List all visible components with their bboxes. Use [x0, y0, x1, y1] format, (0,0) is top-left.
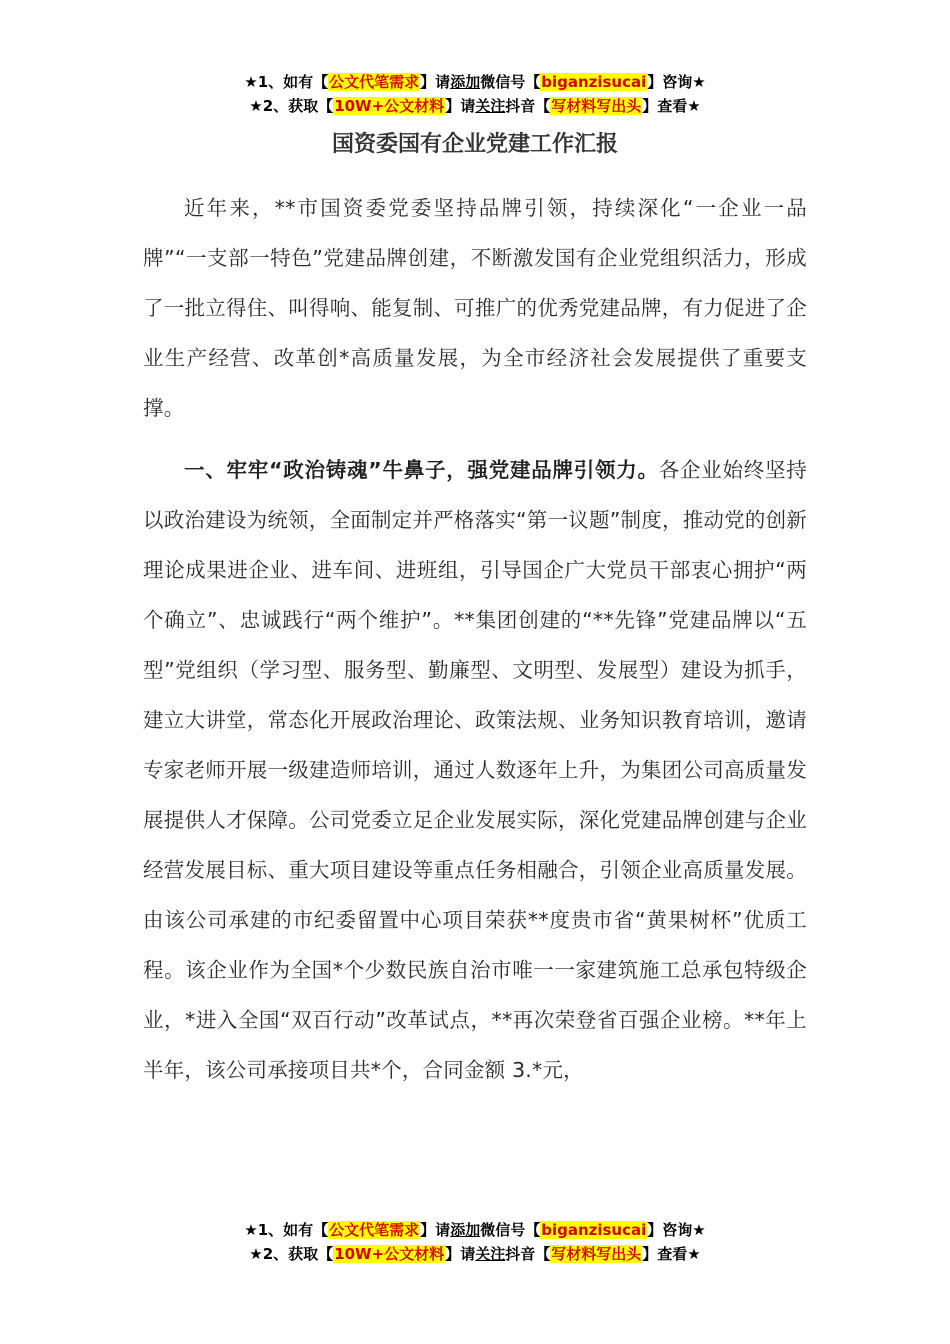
header-ad-banner [0, 70, 950, 118]
ad-highlight-service: 公文代笔需求 [329, 73, 420, 91]
ad-text: ★1、如有【 [244, 1221, 329, 1239]
ad-text: ★2、获取【 [249, 1245, 334, 1263]
ad-line-2 [0, 1242, 950, 1266]
section-heading: 一、牢牢“政治铸魂”牛鼻子，强党建品牌引领力。 [184, 458, 659, 482]
section-body: 各企业始终坚持以政治建设为统领，全面制定并严格落实“第一议题”制度，推动党的创新理论成果进企业、进车间、进班组，引导国企广大党员干部衷心拥护“两个确立”、忠诚践行“两个维护”。**集团创建的“**先锋”党建品牌以“五型”党组织（学习型、服务型、勤廉型、文明型、发展型）建设为抓手，建立大讲堂，常态化开展政治理论、政策法规、业务知识教育培训，邀请专家老师开展一级建造师培训，通过人数逐年上升，为集团公司高质量发展提供人才保障。公司党委立足企业发展实际，深化党建品牌创建与企业经营发展目标、重大项目建设等重点任务相融合，引领企业高质量发展。由该公司承建的市纪委留置中心项目荣获**度贵市省“黄果树杯”优质工程。该企业作为全国*个少数民族自治市唯一一家建筑施工总承包特级企业，*进入全国“双百行动”改革试点，**再次荣登省百强企业榜。**年上半年，该公司承接项目共*个，合同金额 3.*元， [143, 458, 808, 1082]
ad-highlight-materials: 10W+公文材料 [334, 97, 445, 115]
ad-line-1 [0, 1218, 950, 1242]
ad-text: 】查看★ [642, 1245, 701, 1263]
ad-underline-add: 添加 [450, 73, 481, 91]
ad-text: 】请 [445, 97, 476, 115]
ad-highlight-service: 公文代笔需求 [329, 1221, 420, 1239]
document-body [143, 183, 807, 1095]
paragraph-intro: 近年来，**市国资委党委坚持品牌引领，持续深化“一企业一品牌”“一支部一特色”党建品牌创建，不断激发国有企业党组织活力，形成了一批立得住、叫得响、能复制、可推广的优秀党建品牌，有力促进了企业生产经营、改革创*高质量发展，为全市经济社会发展提供了重要支撑。 [143, 196, 807, 420]
ad-highlight-wechat-id: biganzisucai [541, 73, 647, 91]
footer-ad-banner [0, 1218, 950, 1266]
ad-line-1 [0, 70, 950, 94]
paragraph-section-1 [143, 445, 807, 1095]
ad-text: ★2、获取【 [249, 97, 334, 115]
ad-underline-follow: 关注 [475, 1245, 506, 1263]
ad-text: 微信号【 [480, 1221, 541, 1239]
ad-highlight-materials: 10W+公文材料 [334, 1245, 445, 1263]
ad-highlight-douyin-id: 写材料写出头 [551, 97, 642, 115]
ad-underline-add: 添加 [450, 1221, 481, 1239]
ad-line-2 [0, 94, 950, 118]
ad-highlight-douyin-id: 写材料写出头 [551, 1245, 642, 1263]
ad-text: 】咨询★ [647, 1221, 706, 1239]
document-title: 国资委国有企业党建工作汇报 [331, 132, 618, 157]
ad-text: 抖音【 [505, 97, 551, 115]
ad-text: 微信号【 [480, 73, 541, 91]
ad-underline-follow: 关注 [475, 97, 506, 115]
ad-text: 】咨询★ [647, 73, 706, 91]
ad-text: 】请 [445, 1245, 476, 1263]
ad-text: ★1、如有【 [244, 73, 329, 91]
ad-highlight-wechat-id: biganzisucai [541, 1221, 647, 1239]
ad-text: 抖音【 [505, 1245, 551, 1263]
ad-text: 】请 [420, 1221, 451, 1239]
ad-text: 】查看★ [642, 97, 701, 115]
ad-text: 】请 [420, 73, 451, 91]
